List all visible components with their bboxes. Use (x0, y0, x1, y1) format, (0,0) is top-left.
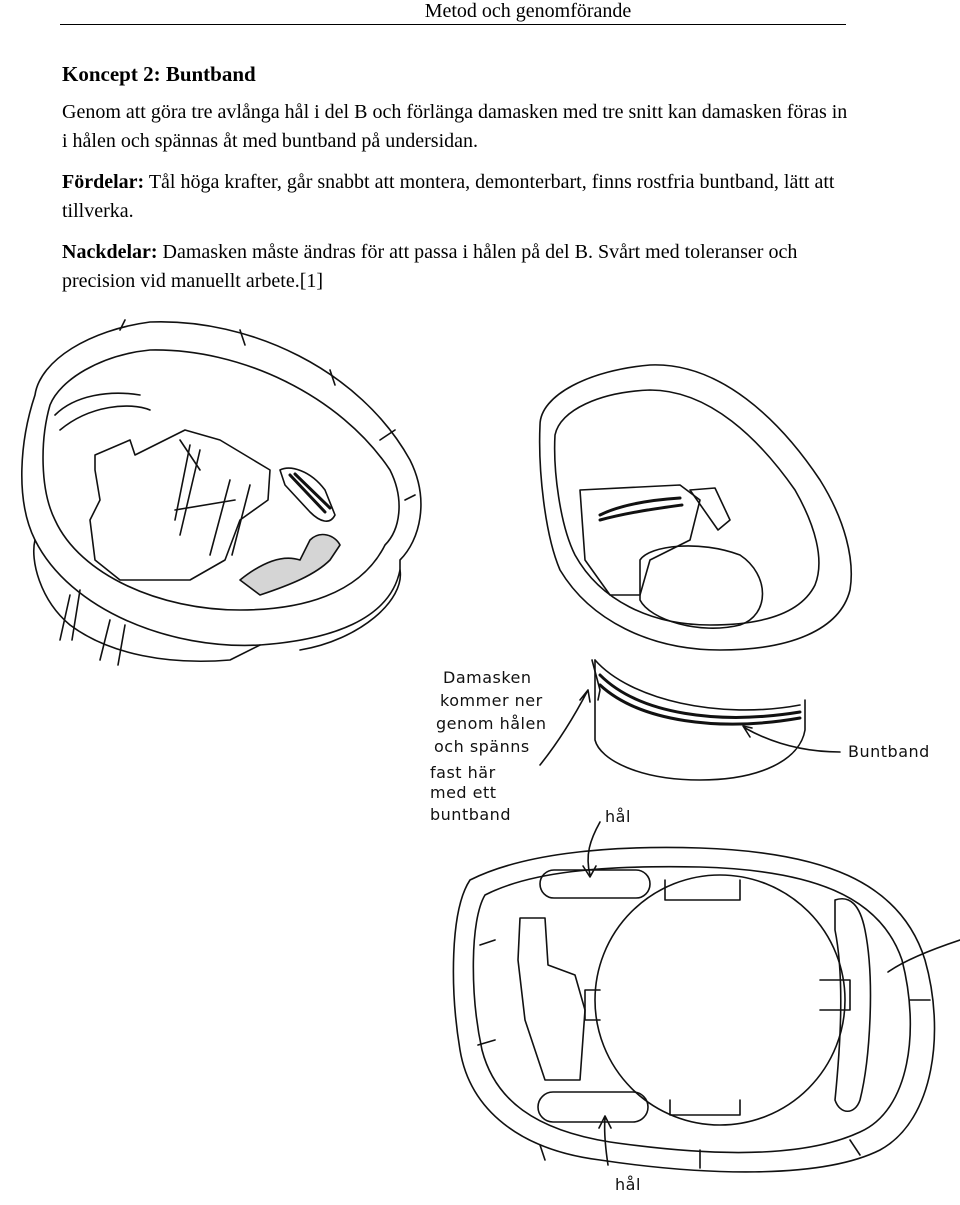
running-header-title: Metod och genomförande (424, 0, 632, 22)
note-line-1: Damasken (443, 668, 532, 687)
cup-sketch-right (540, 365, 852, 780)
note-line-2: kommer ner (440, 691, 543, 710)
label-buntband: Buntband (848, 742, 930, 761)
running-header (60, 0, 846, 25)
label-hal-bottom: hål (615, 1175, 641, 1194)
concept-sketch (0, 300, 960, 1205)
pros-paragraph (62, 168, 852, 226)
document-body (62, 60, 852, 308)
cup-sketch-left (22, 320, 421, 665)
cons-label: Nackdelar: (62, 241, 158, 263)
note-line-4: och spänns (434, 737, 530, 756)
arrow-buntband (743, 726, 840, 752)
pros-text: Tål höga krafter, går snabbt att montera, demonterbart, finns rostfria buntband, lätt att tillverka. (62, 171, 835, 222)
pros-label: Fördelar: (62, 171, 145, 193)
label-hal-top: hål (605, 807, 631, 826)
note-line-7: buntband (430, 805, 511, 824)
note-line-5: fast här (430, 763, 496, 782)
cons-text: Damasken måste ändras för att passa i hålen på del B. Svårt med toleranser och precision vid manuellt arbete.[1] (62, 241, 798, 292)
section-heading: Koncept 2: Buntband (62, 62, 256, 86)
plate-sketch-bottom (453, 847, 934, 1171)
cons-paragraph (62, 238, 852, 296)
note-line-6: med ett (430, 783, 497, 802)
arrow-note (540, 690, 590, 765)
note-line-3: genom hålen (436, 714, 547, 733)
intro-paragraph: Genom att göra tre avlånga hål i del B och förlänga damasken med tre snitt kan damasken föras in i hålen och spännas åt med buntband på undersidan. (62, 101, 848, 152)
